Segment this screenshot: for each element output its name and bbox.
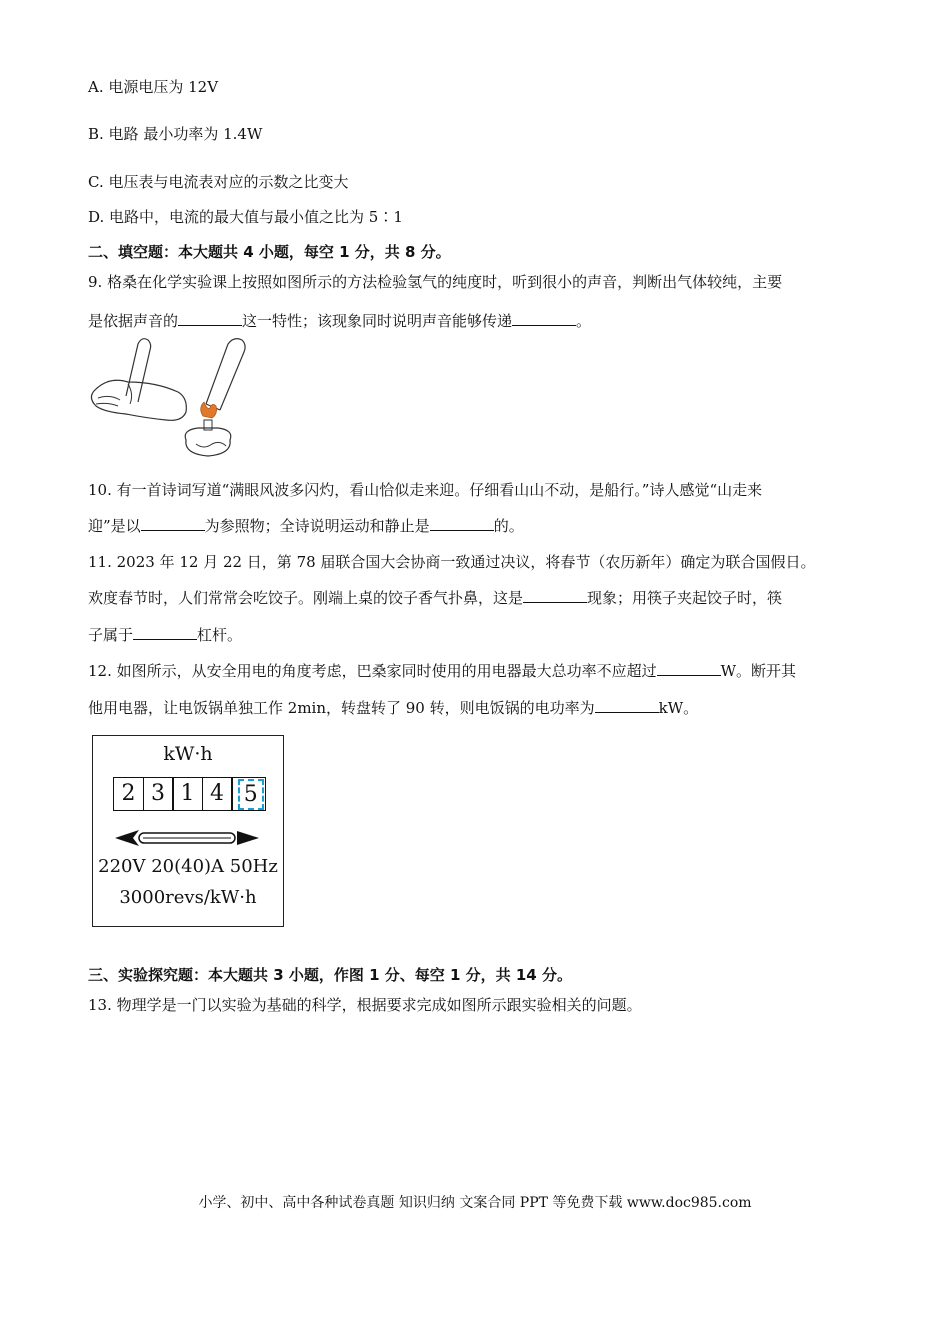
meter-digit-2: 3 — [143, 777, 174, 811]
q11-blank-1[interactable] — [523, 588, 587, 603]
meter-digit-5: 5 — [238, 779, 264, 810]
q9-line2 — [88, 311, 591, 331]
meter-spec-constant: 3000revs/kW·h — [119, 887, 257, 908]
meter-digit-1: 2 — [113, 777, 144, 811]
q11-line1: 11. 2023 年 12 月 22 日，第 78 届联合国大会协商一致通过决议，将春节（农历新年）确定为联合国假日。 — [88, 553, 816, 571]
q12-text-d: kW。 — [658, 699, 699, 717]
meter-digits — [113, 777, 266, 811]
option-c: C. 电压表与电流表对应的示数之比变大 — [88, 173, 349, 191]
option-d: D. 电路中，电流的最大值与最小值之比为 5∶1 — [88, 208, 403, 226]
q10-text-a: 迎”是以 — [88, 517, 141, 535]
inverted-test-tube — [206, 339, 245, 410]
q11-line2 — [88, 588, 782, 608]
q11-text-c: 子属于 — [88, 626, 134, 644]
q9-text-a: 是依据声音的 — [88, 312, 179, 330]
q9-line1: 9. 格桑在化学实验课上按照如图所示的方法检验氢气的纯度时，听到很小的声音，判断出气体较纯，主要 — [88, 273, 783, 291]
q11-text-b: 现象；用筷子夹起饺子时，筷 — [587, 589, 783, 607]
q10-line1: 10. 有一首诗词写道“满眼风波多闪灼，看山恰似走来迎。仔细看山山不动，是船行。”诗人感觉“山走来 — [88, 481, 763, 499]
electric-meter-figure — [92, 735, 284, 927]
q11-line3 — [88, 625, 242, 645]
q9-text-c: 。 — [576, 312, 592, 330]
q9-blank-2[interactable] — [512, 311, 576, 326]
q12-blank-1[interactable] — [657, 661, 721, 676]
q10-line2 — [88, 516, 524, 536]
page-footer: 小学、初中、高中各种试卷真题 知识归纳 文案合同 PPT 等免费下载 www.doc985.com — [198, 1195, 752, 1211]
meter-unit: kW·h — [163, 743, 213, 765]
q10-blank-2[interactable] — [430, 516, 494, 531]
q11-text-a: 欢度春节时，人们常常会吃饺子。刚端上桌的饺子香气扑鼻，这是 — [88, 589, 524, 607]
q11-blank-2[interactable] — [133, 625, 197, 640]
q11-text-d: 杠杆。 — [197, 626, 243, 644]
q9-text-b: 这一特性；该现象同时说明声音能够传递 — [242, 312, 513, 330]
q10-text-b: 为参照物；全诗说明运动和静止是 — [204, 517, 430, 535]
section2-heading: 二、填空题：本大题共 4 小题，每空 1 分，共 8 分。 — [88, 243, 451, 261]
q13-line1: 13. 物理学是一门以实验为基础的科学，根据要求完成如图所示跟实验相关的问题。 — [88, 996, 642, 1014]
q10-text-c: 的。 — [493, 517, 524, 535]
q12-line2 — [88, 698, 698, 718]
section3-heading: 三、实验探究题：本大题共 3 小题，作图 1 分、每空 1 分，共 14 分。 — [88, 966, 572, 984]
q12-blank-2[interactable] — [595, 698, 659, 713]
meter-decimal-box — [231, 777, 266, 811]
hydrogen-test-figure — [86, 336, 256, 466]
meter-spec-rating: 220V 20(40)A 50Hz — [98, 856, 278, 877]
q12-text-b: W。断开其 — [720, 662, 797, 680]
test-tube-in-hand — [91, 339, 186, 421]
option-a: A. 电源电压为 12V — [88, 78, 219, 96]
option-b: B. 电路 最小功率为 1.4W — [88, 125, 263, 143]
q12-line1 — [88, 661, 796, 681]
meter-digit-3: 1 — [172, 777, 203, 811]
q12-text-c: 他用电器，让电饭锅单独工作 2min，转盘转了 90 转，则电饭锅的电功率为 — [88, 699, 595, 717]
q9-blank-1[interactable] — [178, 311, 242, 326]
meter-digit-4: 4 — [202, 777, 233, 811]
q10-blank-1[interactable] — [141, 516, 205, 531]
q12-text-a: 12. 如图所示，从安全用电的角度考虑，巴桑家同时使用的用电器最大总功率不应超过 — [88, 662, 657, 680]
rotating-disc-arrow-icon — [113, 828, 263, 848]
alcohol-lamp — [185, 402, 231, 456]
